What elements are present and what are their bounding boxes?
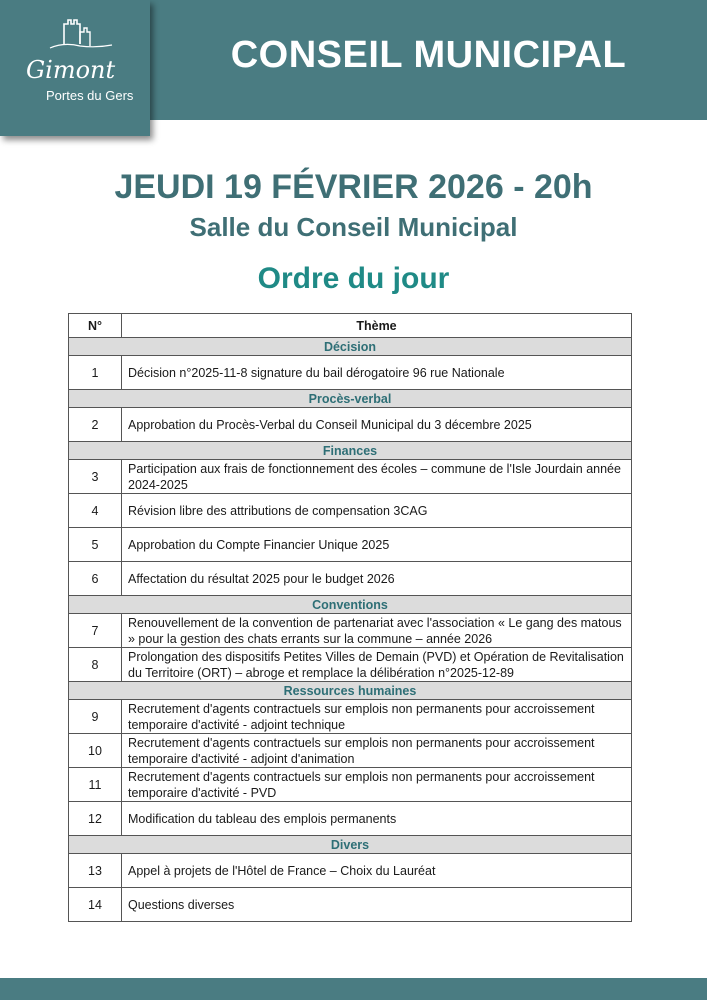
meeting-venue: Salle du Conseil Municipal [189, 212, 518, 242]
item-text: Recrutement d'agents contractuels sur emplois non permanents pour accroissement temporaire d'activité - adjoint d'animation [122, 734, 632, 768]
section-row [69, 390, 632, 408]
section-row [69, 596, 632, 614]
table-row [69, 460, 632, 494]
col-header-number: N° [69, 314, 122, 338]
item-number: 11 [69, 768, 122, 802]
item-text: Approbation du Procès-Verbal du Conseil Municipal du 3 décembre 2025 [122, 408, 632, 442]
table-row [69, 562, 632, 596]
item-number: 3 [69, 460, 122, 494]
table-row [69, 700, 632, 734]
item-text: Renouvellement de la convention de partenariat avec l'association « Le gang des matous » pour la gestion des chats errants sur la commune – année 2026 [122, 614, 632, 648]
item-text: Modification du tableau des emplois permanents [122, 802, 632, 836]
item-number: 2 [69, 408, 122, 442]
agenda-table [68, 313, 632, 922]
table-header-row [69, 314, 632, 338]
item-number: 4 [69, 494, 122, 528]
svg-text:Gimont: Gimont [26, 56, 116, 84]
section-title: Décision [69, 338, 632, 356]
page-title: CONSEIL MUNICIPAL [230, 34, 627, 76]
table-row [69, 768, 632, 802]
logo-subtitle: Portes du Gers [46, 88, 134, 103]
item-text: Prolongation des dispositifs Petites Villes de Demain (PVD) et Opération de Revitalisation du Territoire (ORT) – abroge et remplace la délibération n°2025-12-89 [122, 648, 632, 682]
table-row [69, 648, 632, 682]
section-row [69, 836, 632, 854]
table-row [69, 802, 632, 836]
item-text: Participation aux frais de fonctionnement des écoles – commune de l'Isle Jourdain année 2024-2025 [122, 460, 632, 494]
item-number: 7 [69, 614, 122, 648]
item-number: 5 [69, 528, 122, 562]
item-text: Approbation du Compte Financier Unique 2025 [122, 528, 632, 562]
section-row [69, 338, 632, 356]
item-text: Affectation du résultat 2025 pour le budget 2026 [122, 562, 632, 596]
footer-bar [0, 978, 707, 1000]
table-row [69, 854, 632, 888]
table-row [69, 734, 632, 768]
item-text: Révision libre des attributions de compensation 3CAG [122, 494, 632, 528]
section-row [69, 442, 632, 460]
item-number: 14 [69, 888, 122, 922]
item-number: 10 [69, 734, 122, 768]
item-number: 8 [69, 648, 122, 682]
section-title: Procès-verbal [69, 390, 632, 408]
section-title: Conventions [69, 596, 632, 614]
item-number: 1 [69, 356, 122, 390]
table-row [69, 888, 632, 922]
section-title: Divers [69, 836, 632, 854]
item-text: Questions diverses [122, 888, 632, 922]
section-title: Ressources humaines [69, 682, 632, 700]
agenda-title: Ordre du jour [257, 262, 450, 295]
col-header-theme: Thème [122, 314, 632, 338]
item-number: 6 [69, 562, 122, 596]
item-number: 12 [69, 802, 122, 836]
item-text: Recrutement d'agents contractuels sur emplois non permanents pour accroissement temporaire d'activité - PVD [122, 768, 632, 802]
table-row [69, 356, 632, 390]
meeting-date: JEUDI 19 FÉVRIER 2026 - 20h [114, 168, 593, 206]
table-row [69, 494, 632, 528]
section-title: Finances [69, 442, 632, 460]
item-number: 13 [69, 854, 122, 888]
item-text: Décision n°2025-11-8 signature du bail dérogatoire 96 rue Nationale [122, 356, 632, 390]
item-text: Recrutement d'agents contractuels sur emplois non permanents pour accroissement temporaire d'activité - adjoint technique [122, 700, 632, 734]
logo [0, 0, 150, 136]
section-row [69, 682, 632, 700]
item-text: Appel à projets de l'Hôtel de France – Choix du Lauréat [122, 854, 632, 888]
gimont-logo-icon [20, 18, 132, 88]
item-number: 9 [69, 700, 122, 734]
table-row [69, 408, 632, 442]
table-row [69, 528, 632, 562]
table-row [69, 614, 632, 648]
